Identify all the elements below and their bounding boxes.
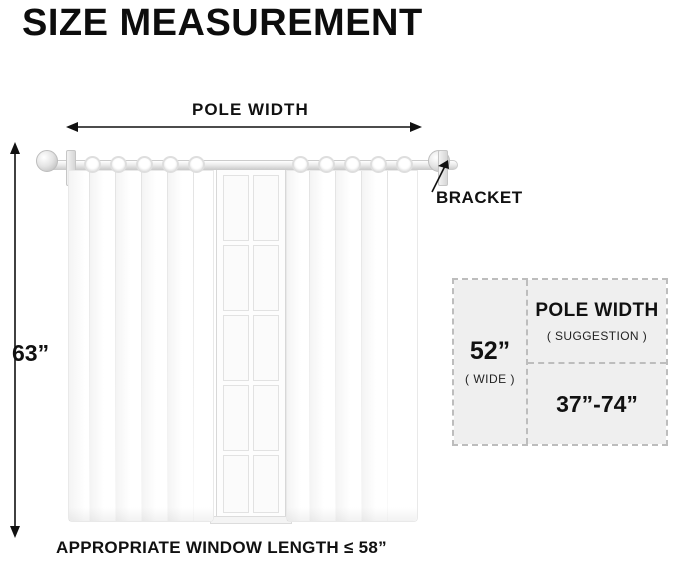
curtain-grommet (370, 156, 387, 173)
curtain-grommet (292, 156, 309, 173)
curtain-fold-shade (116, 171, 130, 521)
window-pane (253, 245, 279, 311)
curtain-panel-right (286, 170, 418, 522)
curtain-grommet (162, 156, 179, 173)
spec-pole-subtitle: ( SUGGESTION ) (546, 328, 648, 343)
page-title: SIZE MEASUREMENT (22, 2, 423, 44)
spec-pole-range-cell (528, 364, 666, 444)
window-pane (253, 455, 279, 513)
curtain-grommet (318, 156, 335, 173)
spec-width-value: 52” (469, 336, 511, 365)
curtain-fold-shade (336, 171, 350, 521)
curtain-fold-shade (287, 171, 301, 521)
curtain-hem (287, 507, 417, 521)
curtain-fold-shade (362, 171, 376, 521)
window-pane (223, 315, 249, 381)
window-pane (253, 175, 279, 241)
curtain-grommet (344, 156, 361, 173)
curtain-height-label: 63” (12, 340, 50, 366)
pole-width-arrow (66, 120, 422, 134)
curtain-fold-shade (142, 171, 156, 521)
curtain-fold (387, 171, 388, 521)
curtain-hem (69, 507, 213, 521)
spec-width-unit: ( WIDE ) (465, 371, 515, 386)
window-pane (223, 245, 249, 311)
bracket-label: BRACKET (436, 188, 523, 207)
window-pane (223, 455, 249, 513)
curtain-fold-shade (310, 171, 324, 521)
curtain-panel-left (68, 170, 214, 522)
curtain-grommet (396, 156, 413, 173)
size-spec-box (452, 278, 668, 446)
curtain-grommet (136, 156, 153, 173)
spec-pole-range: 37”-74” (556, 390, 638, 417)
window-pane (223, 385, 249, 451)
window-pane (253, 385, 279, 451)
curtain-grommet (84, 156, 101, 173)
curtain-fold-shade (168, 171, 182, 521)
curtain-grommet (110, 156, 127, 173)
curtain-fold-shade (90, 171, 104, 521)
window-pane (223, 175, 249, 241)
spec-pole-header-cell (528, 280, 666, 364)
window-frame (216, 168, 286, 520)
curtain-grommet (188, 156, 205, 173)
spec-pole-title: POLE WIDTH (535, 299, 659, 321)
window-pane (253, 315, 279, 381)
window-sill (210, 516, 292, 524)
window-length-caption: APPROPRIATE WINDOW LENGTH ≤ 58” (56, 538, 387, 557)
pole-width-label: POLE WIDTH (192, 100, 309, 119)
curtain-fold-shade (69, 171, 85, 521)
curtain-fold (193, 171, 194, 521)
spec-pole-column (528, 280, 666, 444)
spec-width-cell (454, 280, 528, 444)
rod-finial-left (36, 150, 58, 172)
